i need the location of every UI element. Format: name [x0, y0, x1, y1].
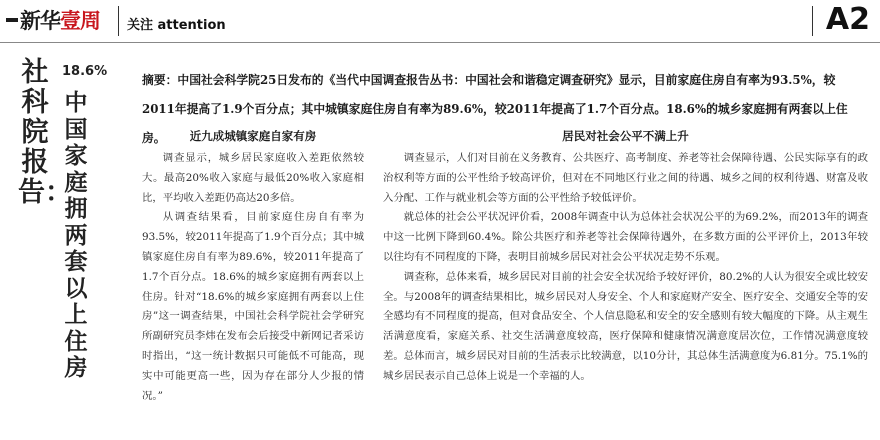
left-paragraph: 调查显示，城乡居民家庭收入差距依然较大。最高20%收入家庭与最低20%收入家庭相比，平均收入差距仍高达20多倍。	[142, 152, 364, 204]
right-column	[383, 128, 868, 387]
newspaper-logo	[6, 4, 100, 36]
right-paragraph: 调查显示，人们对目前在义务教育、公共医疗、高考制度、养老等社会保障待遇、公民实际享有的政治权利等方面的公平性给予较高评价，但对在不同地区行业之间的待遇、城乡之间的权利待遇、财富及收入分配、工作与就业机会等方面的公平性给予较低评价。	[383, 152, 868, 204]
masthead	[0, 0, 880, 44]
kicker-stat: 18.6%	[62, 64, 108, 79]
kicker-label: 社科院报告：	[18, 57, 72, 208]
logo-main-text: 新华	[20, 9, 60, 33]
right-column-title: 居民对社会公平不满上升	[562, 129, 689, 143]
section-title: 关注 attention	[127, 18, 226, 33]
right-paragraph: 就总体的社会公平状况评价看，2008年调查中认为总体社会状况公平的为69.2%，而2013年的调查中这一比例下降到60.4%。除公共医疗和养老等社会保障待遇外，在多数方面的公平评价上，2013年较以往均有不同程度的下降，表明目前城乡居民对社会公平状况走势不乐观。	[383, 211, 868, 263]
article-abstract: 摘要：中国社会科学院25日发布的《当代中国调查报告丛书：中国社会和谐稳定调查研究》显示，目前家庭住房自有率为93.5%，较2011年提高了1.9个百分点；其中城镇家庭住房自有率为89.6%，较2011年提高了1.7个百分点。18.6%的城乡家庭拥有两套以上住房。	[142, 73, 848, 145]
left-column-title: 近九成城镇家庭自家有房	[189, 129, 317, 143]
logo-accent-text: 壹周	[60, 9, 100, 33]
logo-dash	[6, 18, 18, 22]
masthead-rule	[0, 42, 880, 43]
masthead-divider-left	[118, 6, 119, 36]
right-paragraph: 调查称，总体来看，城乡居民对目前的社会安全状况给予较好评价，80.2%的人认为很安全或比较安全。与2008年的调查结果相比，城乡居民对人身安全、个人和家庭财产安全、医疗安全、交通安全等的安全感均有不同程度的提高，但对食品安全、个人信息隐私和安全的安全感则有较大幅度的下降。从主观生活满意度看，家庭关系、社交生活满意度较高，医疗保障和健康情况满意度居次位，工作情况满意度较差。总体而言，城乡居民对目前的生活表示比较满意，以10分计，其总体生活满意度为6.81分。75.1%的城乡居民表示自己总体上说是一个幸福的人。	[383, 270, 868, 382]
headline: 中国家庭拥两套以上住房	[64, 90, 88, 381]
left-column	[142, 128, 364, 406]
left-paragraph: 从调查结果看，目前家庭住房自有率为93.5%，较2011年提高了1.9个百分点；其中城镇家庭住房自有率为89.6%，较2011年提高了1.7个百分点。18.6%的城乡家庭拥有两套以上住房。针对“18.6%的城乡家庭拥有两套以上住房”这一调查结果，中国社会科学院社会学研究所副研究员李炜在发布会后接受中新网记者采访时指出，“这一统计数据只可能低不可能高，现实中可能更高一些，因为存在部分人少报的情况。”	[142, 211, 364, 402]
page-number: A2	[825, 2, 870, 37]
masthead-divider-right	[812, 6, 813, 36]
